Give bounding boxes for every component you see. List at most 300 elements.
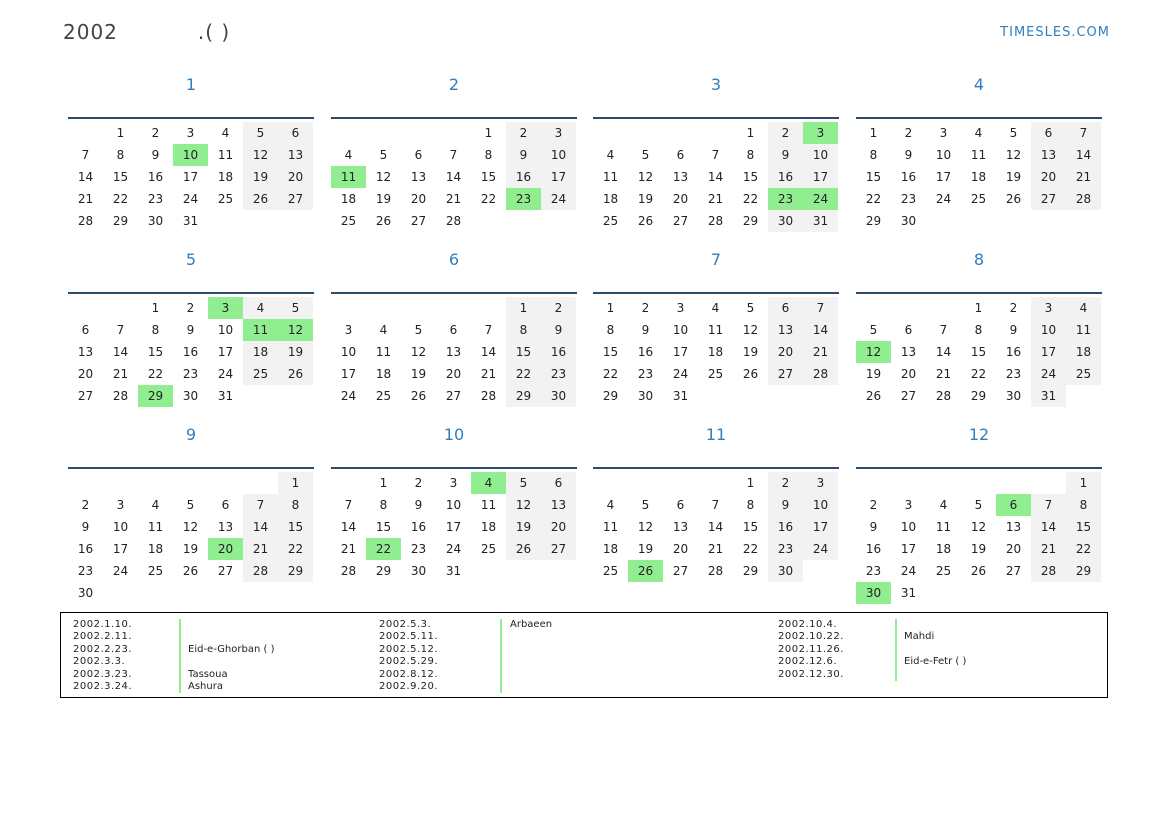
day-cell: 1	[746, 476, 755, 490]
holiday-day-cell: 3	[803, 122, 838, 144]
holiday-day-cell: 24	[803, 188, 838, 210]
day-cell: 28	[935, 389, 952, 403]
month-title: 3	[710, 75, 722, 94]
day-cell: 3	[541, 122, 576, 144]
day-cell: 7	[939, 323, 948, 337]
day-cell: 4	[974, 126, 983, 140]
legend-names-col-2	[510, 619, 552, 693]
day-cell: 14	[243, 516, 278, 538]
day-cell: 21	[112, 367, 129, 381]
day-cell: 27	[672, 564, 689, 578]
day-cell: 26	[865, 389, 882, 403]
legend-date: 2002.9.20.	[379, 681, 439, 693]
day-cell: 1	[974, 301, 983, 315]
day-cell: 13	[1005, 520, 1022, 534]
empty-day-cell	[856, 472, 891, 494]
empty-day-cell	[891, 472, 926, 494]
day-cell: 24	[445, 542, 462, 556]
day-cell: 10	[541, 144, 576, 166]
day-cell: 14	[77, 170, 94, 184]
empty-day-cell	[628, 122, 663, 144]
empty-day-cell	[68, 297, 103, 319]
day-cell: 27	[900, 389, 917, 403]
legend-holiday-name: Arbaeen	[510, 619, 553, 630]
days-grid	[331, 122, 577, 232]
month-title: 6	[448, 250, 460, 269]
empty-day-cell	[593, 472, 628, 494]
day-cell: 6	[81, 323, 90, 337]
day-cell: 1	[506, 297, 541, 319]
days-grid	[856, 122, 1102, 232]
day-cell: 31	[1031, 385, 1066, 407]
day-cell: 15	[742, 170, 759, 184]
day-cell: 28	[77, 214, 94, 228]
empty-day-cell	[698, 472, 733, 494]
day-cell: 5	[379, 148, 388, 162]
day-cell: 11	[217, 148, 234, 162]
day-cell: 10	[217, 323, 234, 337]
day-cell: 17	[112, 542, 129, 556]
day-cell: 6	[676, 498, 685, 512]
month-divider	[593, 117, 839, 119]
day-cell: 16	[147, 170, 164, 184]
calendar-year: 2002	[63, 20, 118, 44]
day-cell: 12	[243, 144, 278, 166]
day-cell: 8	[746, 148, 755, 162]
month-divider	[593, 292, 839, 294]
day-cell: 5	[641, 498, 650, 512]
month-title: 5	[185, 250, 197, 269]
day-cell: 25	[707, 367, 724, 381]
day-cell: 12	[182, 520, 199, 534]
empty-day-cell	[243, 472, 278, 494]
empty-day-cell	[68, 472, 103, 494]
day-cell: 19	[637, 192, 654, 206]
empty-day-cell	[436, 122, 471, 144]
day-cell: 20	[1005, 542, 1022, 556]
day-cell: 7	[803, 297, 838, 319]
month-title: 4	[973, 75, 985, 94]
day-cell: 16	[541, 341, 576, 363]
day-cell: 30	[768, 560, 803, 582]
days-grid	[68, 472, 314, 604]
holiday-day-cell: 20	[208, 538, 243, 560]
day-cell: 5	[414, 323, 423, 337]
day-cell: 25	[1066, 363, 1101, 385]
day-cell: 31	[803, 210, 838, 232]
day-cell: 5	[869, 323, 878, 337]
day-cell: 23	[900, 192, 917, 206]
day-cell: 12	[1005, 148, 1022, 162]
day-cell: 8	[151, 323, 160, 337]
day-cell: 25	[375, 389, 392, 403]
day-cell: 8	[278, 494, 313, 516]
day-cell: 22	[112, 192, 129, 206]
day-cell: 31	[445, 564, 462, 578]
day-cell: 2	[1009, 301, 1018, 315]
day-cell: 28	[707, 214, 724, 228]
day-cell: 26	[970, 564, 987, 578]
day-cell: 11	[707, 323, 724, 337]
day-cell: 26	[742, 367, 759, 381]
day-cell: 24	[112, 564, 129, 578]
day-cell: 28	[340, 564, 357, 578]
day-cell: 26	[1005, 192, 1022, 206]
day-cell: 9	[151, 148, 160, 162]
day-cell: 18	[602, 542, 619, 556]
day-cell: 22	[1066, 538, 1101, 560]
day-cell: 22	[865, 192, 882, 206]
empty-day-cell	[331, 472, 366, 494]
day-cell: 31	[672, 389, 689, 403]
day-cell: 23	[865, 564, 882, 578]
month-divider	[331, 292, 577, 294]
day-cell: 26	[278, 363, 313, 385]
day-cell: 27	[1031, 188, 1066, 210]
holiday-day-cell: 23	[506, 188, 541, 210]
month-calendar	[331, 74, 577, 232]
day-cell: 25	[602, 564, 619, 578]
site-brand-link[interactable]: TIMESLES.COM	[1000, 25, 1110, 40]
day-cell: 15	[602, 345, 619, 359]
month-calendar	[593, 74, 839, 232]
month-calendar	[68, 249, 314, 407]
day-cell: 9	[768, 144, 803, 166]
day-cell: 6	[1031, 122, 1066, 144]
day-cell: 20	[77, 367, 94, 381]
day-cell: 12	[506, 494, 541, 516]
day-cell: 18	[243, 341, 278, 363]
day-cell: 14	[803, 319, 838, 341]
day-cell: 21	[707, 192, 724, 206]
day-cell: 25	[243, 363, 278, 385]
month-divider	[856, 467, 1102, 469]
empty-day-cell	[366, 297, 401, 319]
day-cell: 24	[900, 564, 917, 578]
day-cell: 20	[410, 192, 427, 206]
day-cell: 29	[375, 564, 392, 578]
empty-day-cell	[401, 297, 436, 319]
holiday-legend	[60, 612, 1108, 698]
day-cell: 9	[541, 319, 576, 341]
day-cell: 20	[541, 516, 576, 538]
day-cell: 8	[116, 148, 125, 162]
day-cell: 19	[970, 542, 987, 556]
day-cell: 11	[602, 520, 619, 534]
legend-names-col-3	[904, 619, 966, 681]
day-cell: 23	[1005, 367, 1022, 381]
day-cell: 16	[768, 516, 803, 538]
day-cell: 8	[506, 319, 541, 341]
day-cell: 16	[1005, 345, 1022, 359]
empty-day-cell	[663, 122, 698, 144]
day-cell: 7	[711, 498, 720, 512]
holiday-day-cell: 23	[768, 188, 803, 210]
legend-date: 2002.5.29.	[379, 656, 439, 668]
day-cell: 16	[900, 170, 917, 184]
day-cell: 27	[410, 214, 427, 228]
day-cell: 22	[742, 542, 759, 556]
legend-divider	[500, 619, 502, 693]
holiday-day-cell: 3	[208, 297, 243, 319]
day-cell: 25	[480, 542, 497, 556]
legend-holiday-name	[510, 631, 552, 643]
day-cell: 28	[112, 389, 129, 403]
day-cell: 29	[602, 389, 619, 403]
day-cell: 27	[77, 389, 94, 403]
day-cell: 17	[217, 345, 234, 359]
day-cell: 3	[904, 498, 913, 512]
day-cell: 30	[147, 214, 164, 228]
day-cell: 18	[602, 192, 619, 206]
day-cell: 27	[541, 538, 576, 560]
month-calendar	[68, 424, 314, 604]
day-cell: 23	[182, 367, 199, 381]
holiday-day-cell: 11	[243, 319, 278, 341]
day-cell: 3	[449, 476, 458, 490]
days-grid	[68, 122, 314, 232]
day-cell: 23	[147, 192, 164, 206]
day-cell: 15	[970, 345, 987, 359]
day-cell: 31	[217, 389, 234, 403]
day-cell: 6	[676, 148, 685, 162]
legend-holiday-name	[510, 656, 552, 668]
day-cell: 18	[970, 170, 987, 184]
day-cell: 16	[637, 345, 654, 359]
day-cell: 20	[1031, 166, 1066, 188]
day-cell: 29	[278, 560, 313, 582]
day-cell: 1	[116, 126, 125, 140]
legend-holiday-name: Eid-e-Fetr ( )	[904, 656, 967, 668]
day-cell: 9	[506, 144, 541, 166]
day-cell: 1	[278, 472, 313, 494]
day-cell: 31	[900, 586, 917, 600]
day-cell: 1	[151, 301, 160, 315]
day-cell: 13	[900, 345, 917, 359]
days-grid	[68, 297, 314, 407]
day-cell: 20	[672, 192, 689, 206]
day-cell: 20	[445, 367, 462, 381]
empty-day-cell	[926, 472, 961, 494]
day-cell: 21	[243, 538, 278, 560]
month-divider	[856, 292, 1102, 294]
empty-day-cell	[628, 472, 663, 494]
day-cell: 30	[77, 586, 94, 600]
day-cell: 15	[742, 520, 759, 534]
day-cell: 2	[186, 301, 195, 315]
day-cell: 14	[1066, 144, 1101, 166]
holiday-day-cell: 4	[471, 472, 506, 494]
day-cell: 18	[480, 520, 497, 534]
day-cell: 4	[221, 126, 230, 140]
days-grid	[331, 472, 577, 582]
empty-day-cell	[103, 472, 138, 494]
day-cell: 28	[445, 214, 462, 228]
legend-holiday-name	[510, 681, 552, 693]
day-cell: 10	[340, 345, 357, 359]
day-cell: 16	[77, 542, 94, 556]
day-cell: 28	[803, 363, 838, 385]
day-cell: 6	[414, 148, 423, 162]
day-cell: 10	[803, 494, 838, 516]
day-cell: 27	[672, 214, 689, 228]
month-calendar	[68, 74, 314, 232]
day-cell: 14	[340, 520, 357, 534]
empty-day-cell	[1031, 472, 1066, 494]
day-cell: 19	[278, 341, 313, 363]
month-title: 11	[705, 425, 727, 444]
day-cell: 19	[1005, 170, 1022, 184]
legend-date: 2002.5.12.	[379, 643, 439, 655]
legend-dates-col-1	[73, 619, 132, 693]
day-cell: 7	[116, 323, 125, 337]
day-cell: 2	[904, 126, 913, 140]
legend-date: 2002.11.26.	[778, 643, 844, 655]
day-cell: 5	[506, 472, 541, 494]
empty-day-cell	[331, 122, 366, 144]
month-divider	[68, 117, 314, 119]
day-cell: 24	[672, 367, 689, 381]
day-cell: 16	[865, 542, 882, 556]
day-cell: 8	[379, 498, 388, 512]
day-cell: 14	[707, 520, 724, 534]
day-cell: 26	[182, 564, 199, 578]
empty-day-cell	[961, 472, 996, 494]
day-cell: 27	[768, 363, 803, 385]
day-cell: 16	[506, 166, 541, 188]
day-cell: 2	[506, 122, 541, 144]
holiday-day-cell: 12	[278, 319, 313, 341]
empty-day-cell	[401, 122, 436, 144]
day-cell: 15	[375, 520, 392, 534]
day-cell: 10	[803, 144, 838, 166]
legend-dates-col-2	[379, 619, 438, 693]
month-divider	[68, 467, 314, 469]
day-cell: 14	[112, 345, 129, 359]
empty-day-cell	[366, 122, 401, 144]
day-cell: 14	[935, 345, 952, 359]
day-cell: 25	[147, 564, 164, 578]
day-cell: 11	[602, 170, 619, 184]
day-cell: 9	[186, 323, 195, 337]
legend-divider	[895, 619, 897, 681]
empty-day-cell	[926, 297, 961, 319]
day-cell: 7	[711, 148, 720, 162]
day-cell: 21	[707, 542, 724, 556]
day-cell: 1	[746, 126, 755, 140]
day-cell: 4	[379, 323, 388, 337]
day-cell: 13	[541, 494, 576, 516]
holiday-day-cell: 29	[138, 385, 173, 407]
legend-holiday-name	[904, 619, 966, 631]
day-cell: 18	[375, 367, 392, 381]
empty-day-cell	[891, 297, 926, 319]
day-cell: 30	[541, 385, 576, 407]
day-cell: 6	[768, 297, 803, 319]
day-cell: 7	[243, 494, 278, 516]
legend-date: 2002.2.11.	[73, 631, 133, 643]
day-cell: 27	[445, 389, 462, 403]
day-cell: 13	[672, 520, 689, 534]
day-cell: 15	[278, 516, 313, 538]
month-divider	[68, 292, 314, 294]
day-cell: 29	[112, 214, 129, 228]
day-cell: 2	[541, 297, 576, 319]
day-cell: 26	[375, 214, 392, 228]
holiday-day-cell: 10	[173, 144, 208, 166]
month-title: 1	[185, 75, 197, 94]
day-cell: 5	[641, 148, 650, 162]
day-cell: 14	[707, 170, 724, 184]
day-cell: 31	[182, 214, 199, 228]
days-grid	[331, 297, 577, 407]
day-cell: 5	[1009, 126, 1018, 140]
day-cell: 28	[243, 560, 278, 582]
legend-date: 2002.5.11.	[379, 631, 439, 643]
legend-holiday-name	[510, 644, 552, 656]
empty-day-cell	[856, 297, 891, 319]
day-cell: 15	[1066, 516, 1101, 538]
legend-dates-col-3	[778, 619, 844, 681]
day-cell: 26	[243, 188, 278, 210]
day-cell: 28	[480, 389, 497, 403]
day-cell: 19	[506, 516, 541, 538]
month-calendar	[593, 424, 839, 582]
day-cell: 25	[970, 192, 987, 206]
days-grid	[593, 472, 839, 582]
month-calendar	[331, 249, 577, 407]
day-cell: 6	[904, 323, 913, 337]
day-cell: 1	[379, 476, 388, 490]
day-cell: 21	[803, 341, 838, 363]
day-cell: 24	[541, 188, 576, 210]
day-cell: 2	[869, 498, 878, 512]
day-cell: 2	[151, 126, 160, 140]
day-cell: 29	[1066, 560, 1101, 582]
day-cell: 10	[112, 520, 129, 534]
day-cell: 12	[637, 170, 654, 184]
day-cell: 7	[81, 148, 90, 162]
empty-day-cell	[68, 122, 103, 144]
day-cell: 4	[711, 301, 720, 315]
day-cell: 7	[344, 498, 353, 512]
empty-day-cell	[138, 472, 173, 494]
day-cell: 6	[541, 472, 576, 494]
day-cell: 21	[445, 192, 462, 206]
day-cell: 3	[939, 126, 948, 140]
day-cell: 29	[742, 214, 759, 228]
day-cell: 1	[1066, 472, 1101, 494]
day-cell: 20	[768, 341, 803, 363]
holiday-day-cell: 30	[856, 582, 891, 604]
legend-holiday-name: Mahdi	[904, 631, 935, 643]
holiday-day-cell: 11	[331, 166, 366, 188]
day-cell: 10	[1031, 319, 1066, 341]
day-cell: 5	[746, 301, 755, 315]
legend-holiday-name: Ashura	[188, 681, 223, 693]
legend-date: 2002.3.3.	[73, 656, 126, 668]
days-grid	[856, 472, 1102, 604]
day-cell: 20	[278, 166, 313, 188]
legend-holiday-name: Eid-e-Ghorban ( )	[188, 643, 275, 655]
empty-day-cell	[996, 472, 1031, 494]
day-cell: 21	[77, 192, 94, 206]
month-title: 7	[710, 250, 722, 269]
day-cell: 2	[768, 472, 803, 494]
empty-day-cell	[103, 297, 138, 319]
day-cell: 23	[410, 542, 427, 556]
day-cell: 24	[803, 538, 838, 560]
